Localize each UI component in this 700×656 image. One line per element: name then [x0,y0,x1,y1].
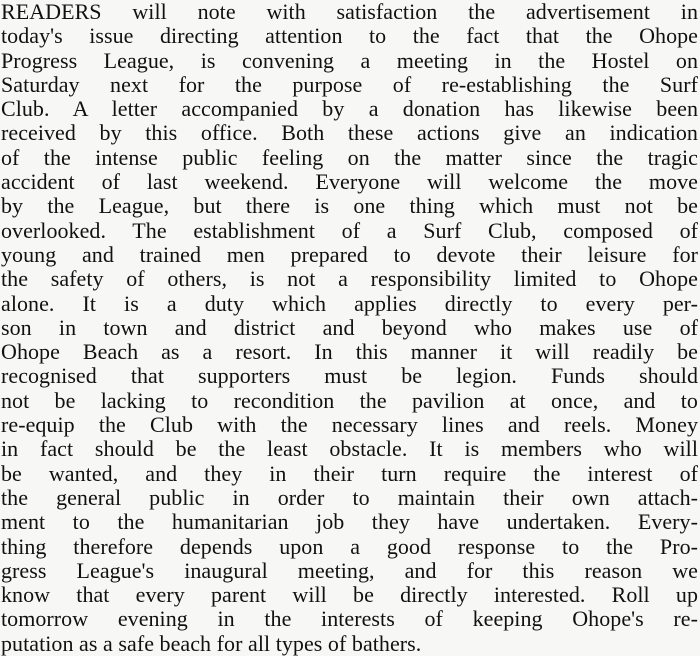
text-line-9: by the League, but there is one thing which must not be [1,193,698,219]
text-line-18: re-equip the Club with the necessary lines and reels. Money [1,412,698,438]
text-line-22: ment to the humanitarian job they have undertaken. Every- [1,509,698,535]
text-line-8: accident of last weekend. Everyone will welcome the move [1,169,698,195]
text-line-19: in fact should be the least obstacle. It is members who will [1,436,698,462]
text-line-10: overlooked. The establishment of a Surf Club, composed of [1,217,698,243]
text-line-13: alone. It is a duty which applies directly to every per- [1,290,698,316]
text-line-24: gress League's inaugural meeting, and for this reason we [1,557,698,583]
text-line-1: READERS will note with satisfaction the advertisement in [1,0,698,24]
text-line-4: Saturday next for the purpose of re-establishing the Surf [1,71,698,97]
text-line-3: Progress League, is convening a meeting in the Hostel on [1,47,698,73]
text-line-6: received by this office. Both these actions give an indication [1,120,698,146]
text-line-14: son in town and district and beyond who makes use of [1,314,698,340]
text-line-23: thing therefore depends upon a good response to the Pro- [1,533,698,559]
text-line-7: of the intense public feeling on the matter since the tragic [1,144,698,170]
text-line-11: young and trained men prepared to devote their leisure for [1,241,698,267]
text-line-21: the general public in order to maintain their own attach- [1,484,698,510]
text-line-17: not be lacking to recondition the pavilion at once, and to [1,387,698,413]
text-line-2: today's issue directing attention to the fact that the Ohope [1,23,698,49]
text-line-25: know that every parent will be directly interested. Roll up [1,582,698,608]
text-line-16: recognised that supporters must be legion. Funds should [1,363,698,389]
text-line-20: be wanted, and they in their turn require the interest of [1,460,698,486]
text-line-26: tomorrow evening in the interests of keeping Ohope's re- [1,606,698,632]
text-line-27: putation as a safe beach for all types of bathers. [1,630,422,656]
text-line-12: the safety of others, is not a responsibility limited to Ohope [1,266,698,292]
text-line-5: Club. A letter accompanied by a donation has likewise been [1,96,698,122]
text-line-15: Ohope Beach as a resort. In this manner it will readily be [1,339,698,365]
